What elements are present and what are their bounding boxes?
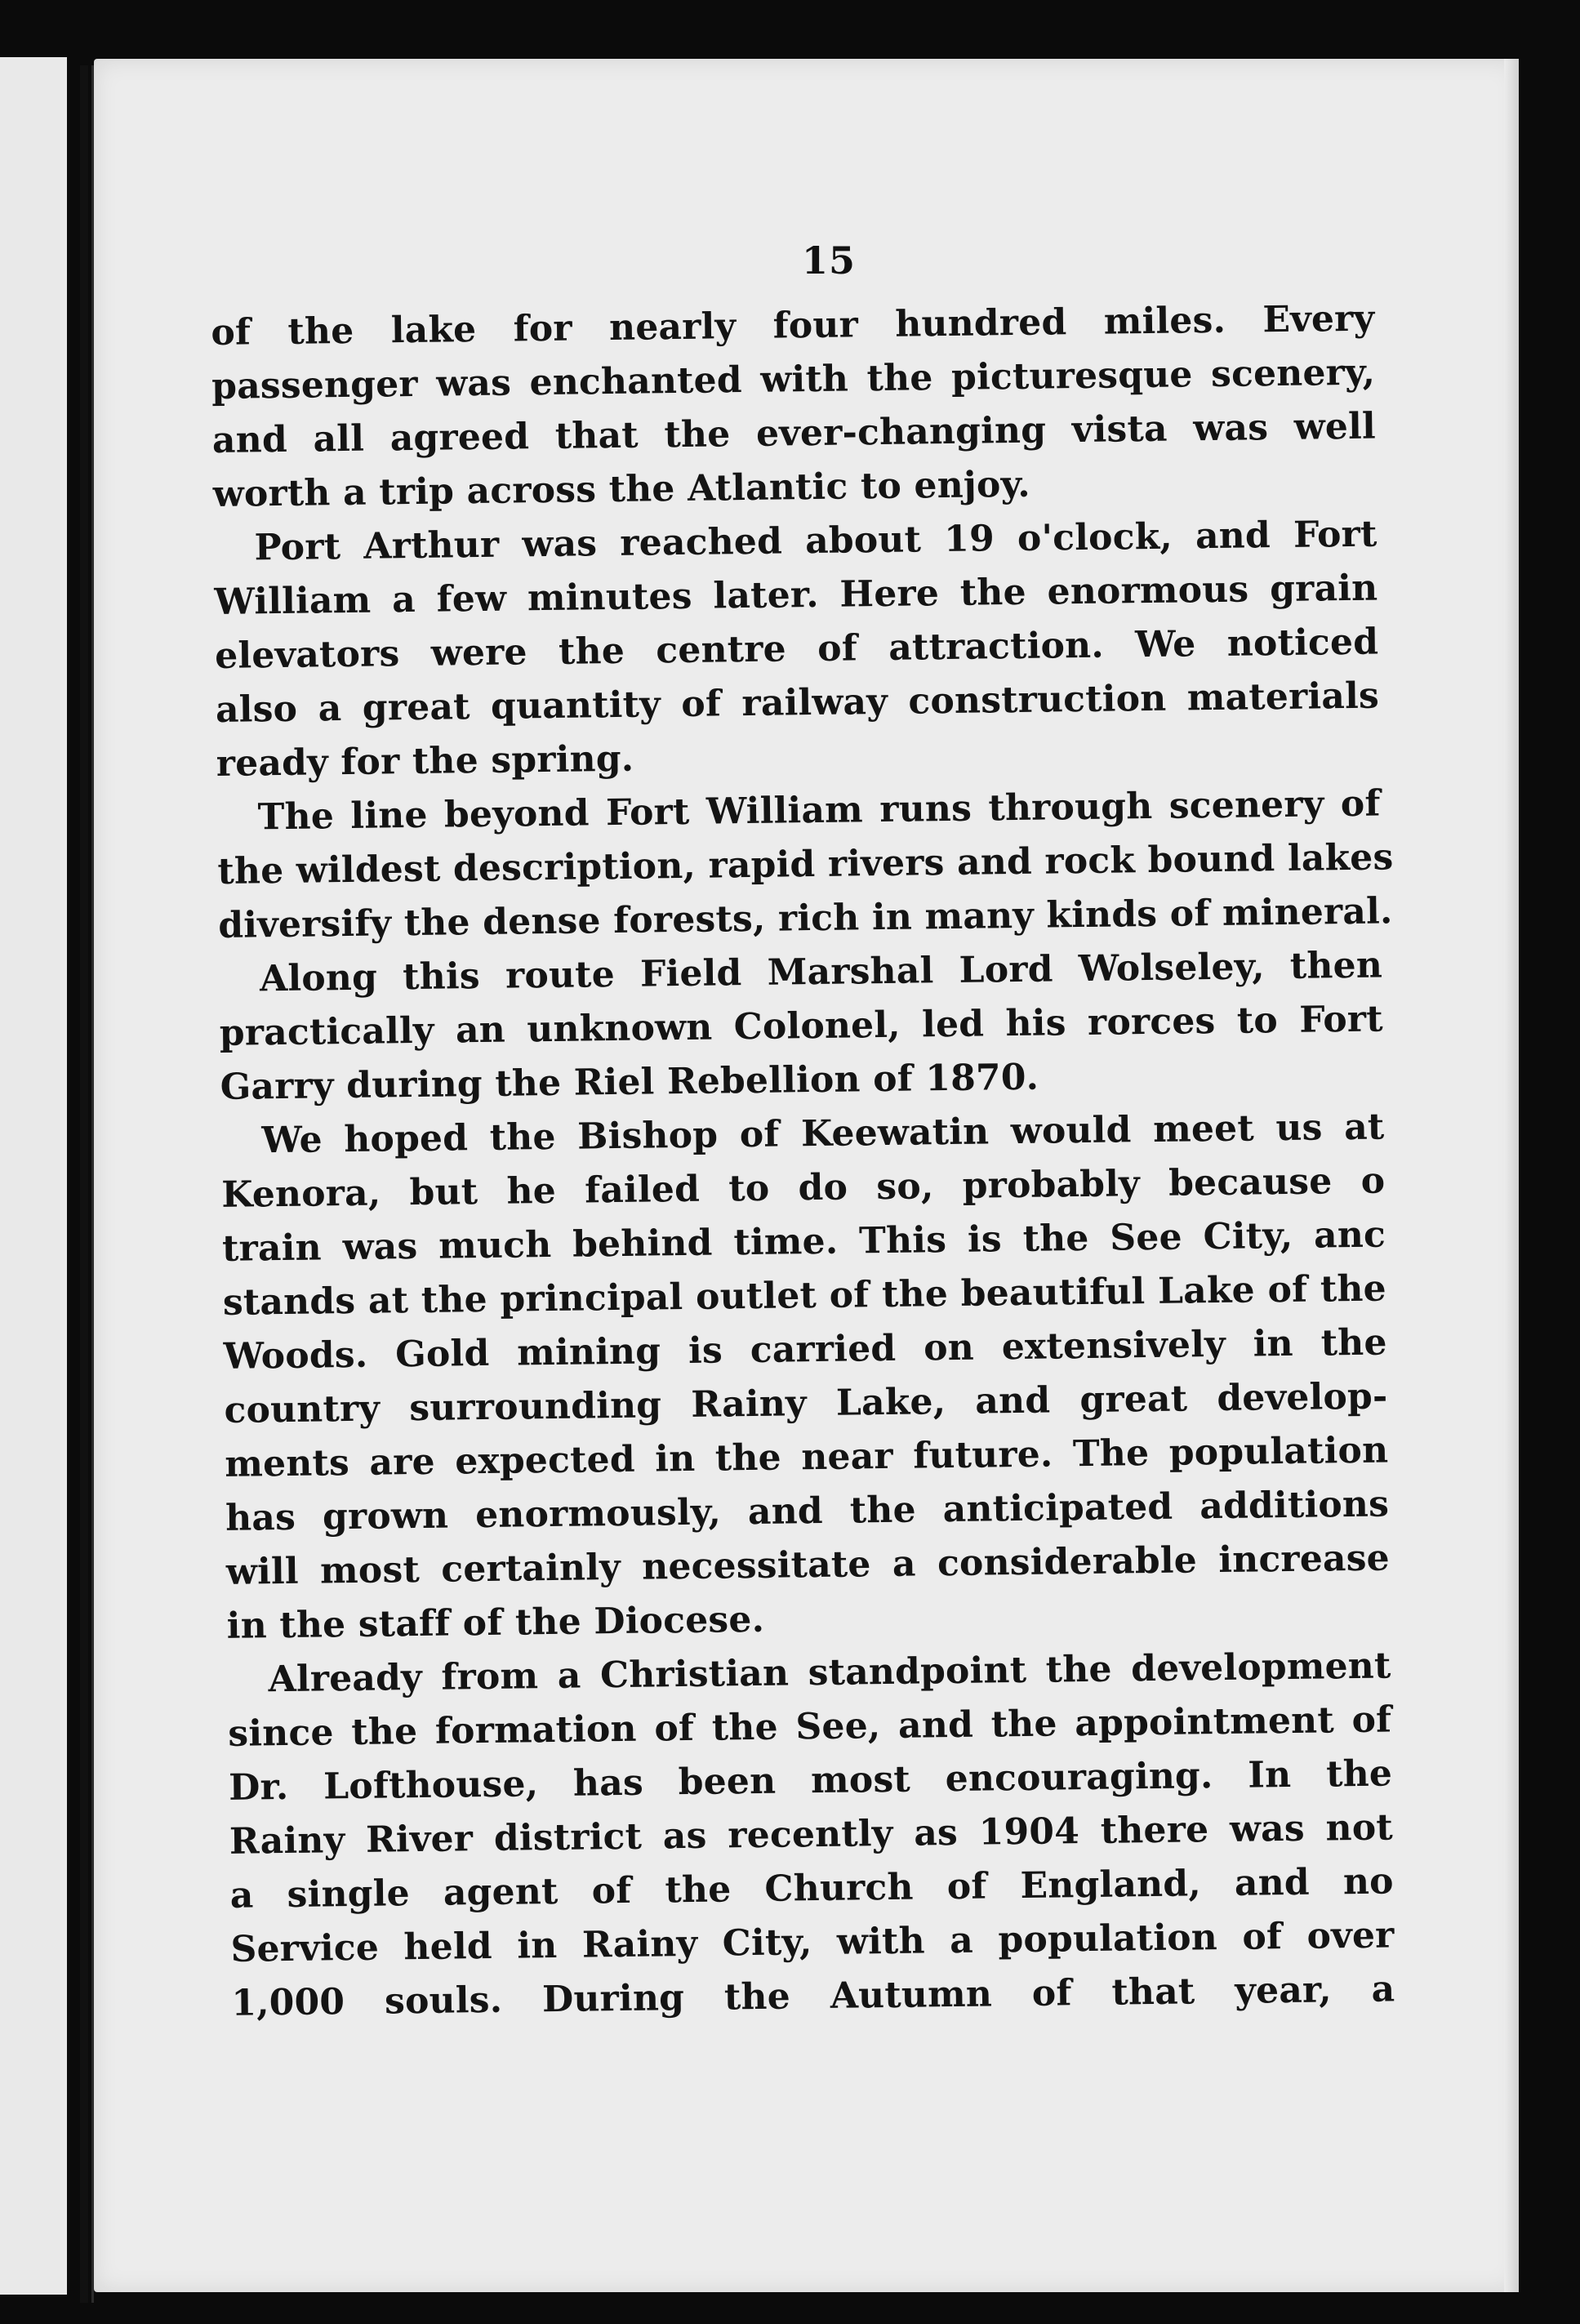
text-line: Already from a Christian standpoint the development	[268, 1645, 1391, 1701]
text-line: since the formation of the See, and the appointment of	[228, 1698, 1392, 1755]
text-line: William a few minutes later. Here the enormous grain	[214, 567, 1378, 623]
text-line: Garry during the Riel Rebellion of 1870.	[220, 1056, 1039, 1108]
text-line: of the lake for nearly four hundred miles. Every	[211, 297, 1375, 354]
text-line: Rainy River district as recently as 1904 there was not	[229, 1806, 1394, 1863]
text-line: will most certainly necessitate a considerable increase	[225, 1537, 1391, 1593]
text-line: the wildest description, rapid rivers and rock bound lakes	[217, 836, 1394, 893]
text-line: diversify the dense forests, rich in many kinds of mineral.	[217, 890, 1393, 946]
text-line: passenger was enchanted with the picturesque scenery,	[211, 351, 1376, 407]
text-line: We hoped the Bishop of Keewatin would meet us at	[261, 1106, 1385, 1162]
text-line: a single agent of the Church of England, and no	[229, 1860, 1394, 1917]
facing-page-edge	[0, 57, 67, 2295]
page-edge-shadow	[1504, 59, 1519, 2292]
text-line: Dr. Lofthouse, has been most encouraging. In the	[228, 1752, 1393, 1809]
book-gutter	[80, 65, 88, 2303]
text-line: worth a trip across the Atlantic to enjoy.	[212, 463, 1031, 515]
text-line: practically an unknown Colonel, led his rorces to Fort	[219, 998, 1384, 1054]
text-line: 1,000 souls. During the Autumn of that year, a	[231, 1968, 1395, 2024]
text-line: elevators were the centre of attraction. We noticed	[214, 621, 1379, 677]
text-line: ready for the spring.	[216, 737, 634, 785]
body-text	[211, 292, 1395, 2031]
text-line: in the staff of the Diocese.	[226, 1598, 765, 1647]
text-line: Service held in Rainy City, with a population of over	[230, 1914, 1395, 1970]
text-line: ments are expected in the near future. The population	[225, 1429, 1389, 1485]
text-line: Along this route Field Marshal Lord Wolseley, then	[259, 944, 1383, 1000]
text-line: and all agreed that the ever-changing vista was well	[211, 405, 1377, 461]
text-line: The line beyond Fort William runs through scenery of	[257, 782, 1381, 839]
text-line: train was much behind time. This is the See City, anc	[221, 1213, 1386, 1270]
text-line: has grown enormously, and the anticipated additions	[225, 1483, 1390, 1539]
text-line: Woods. Gold mining is carried on extensively in the	[223, 1321, 1387, 1378]
text-line: stands at the principal outlet of the beautiful Lake of the	[222, 1267, 1387, 1324]
text-line: country surrounding Rainy Lake, and great develop-	[224, 1375, 1388, 1431]
page-number: 15	[801, 238, 856, 283]
text-line: Port Arthur was reached about 19 o'clock, and Fort	[254, 513, 1377, 569]
text-line: also a great quantity of railway construction materials	[215, 674, 1380, 731]
text-line: Kenora, but he failed to do so, probably because o	[220, 1160, 1386, 1216]
